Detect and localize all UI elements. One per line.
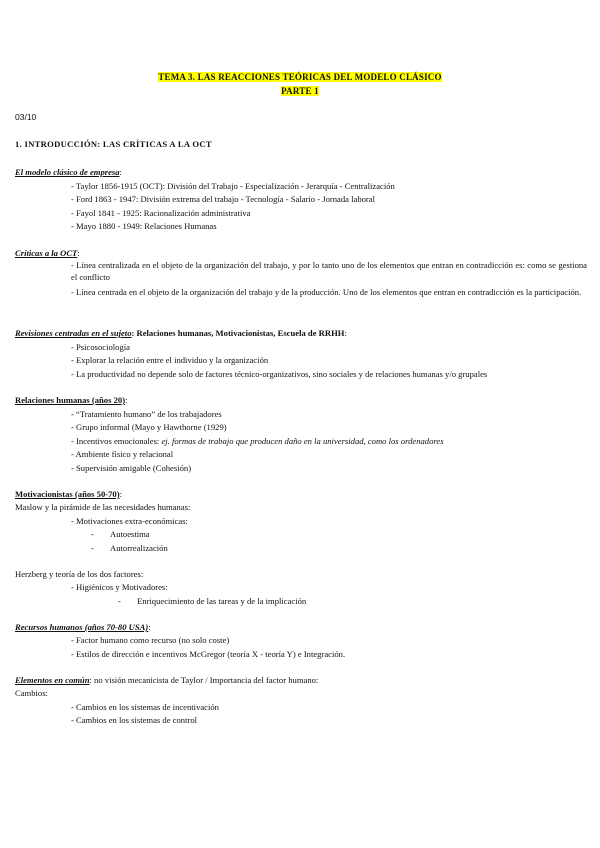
list-item: - Incentivos emocionales: ej. formas de trabajo que producen daño en la universidad, como los ordenadores bbox=[71, 436, 444, 446]
list-item: - Fayol 1841 - 1925: Racionalización administrativa bbox=[71, 208, 251, 218]
list-item: - Ford 1863 - 1947: División extrema del trabajo - Tecnología - Salario - Jornada laboral bbox=[71, 194, 375, 204]
list-item: - La productividad no depende solo de factores técnico-organizativos, sino sociales y de relaciones humanas y/o grupales bbox=[71, 369, 488, 379]
list-item: - Factor humano como recurso (no solo coste) bbox=[71, 635, 230, 645]
sub-list-item: Enriquecimiento de las tareas y de la implicación bbox=[137, 596, 307, 606]
criticas-paragraph-2: - Línea centrada en el objeto de la organización del trabajo y de la producción. Uno de los elementos que entran en contradicción es la participación. bbox=[71, 287, 582, 297]
title-line-1: TEMA 3. LAS REACCIONES TEÓRICAS DEL MODELO CLÁSICO bbox=[158, 72, 442, 82]
list-item: - Mayo 1880 - 1949: Relaciones Humanas bbox=[71, 221, 217, 231]
list-item: - Supervisión amigable (Cohesión) bbox=[71, 463, 192, 473]
sub-list-bullet: - bbox=[91, 529, 94, 539]
sub-list-bullet: - bbox=[91, 543, 94, 553]
list-item: - Grupo informal (Mayo y Hawthorne (1929) bbox=[71, 422, 227, 432]
document-title bbox=[0, 70, 600, 98]
list-item: - Cambios en los sistemas de control bbox=[71, 715, 198, 725]
revisiones-heading: Revisiones centradas en el sujeto: Relaciones humanas, Motivacionistas, Escuela de RRHH: bbox=[15, 328, 347, 338]
list-item: - Motivaciones extra-económicas: bbox=[71, 516, 188, 526]
criticas-paragraph-1: - Línea centralizada en el objeto de la organización del trabajo, y por lo tanto uno de los elementos que entran en contradicción es: como se gestiona el conflicto bbox=[71, 260, 587, 282]
list-item: - Explorar la relación entre el individuo y la organización bbox=[71, 355, 269, 365]
list-item: - Taylor 1856-1915 (OCT): División del Trabajo - Especialización - Jerarquía - Centralización bbox=[71, 181, 395, 191]
section-heading: 1. INTRODUCCIÓN: LAS CRÍTICAS A LA OCT bbox=[15, 139, 212, 149]
criticas-heading: Críticas a la OCT: bbox=[15, 248, 80, 258]
list-item: - Estilos de dirección e incentivos McGregor (teoría X - teoría Y) e Integración. bbox=[71, 649, 346, 659]
list-item: - Higiénicos y Motivadores: bbox=[71, 582, 168, 592]
motivacionistas-heading: Motivacionistas (años 50-70): bbox=[15, 489, 122, 499]
elementos-heading: Elementos en común: no visión mecanicista de Taylor / Importancia del factor humano: bbox=[15, 675, 319, 685]
list-item: - Ambiente físico y relacional bbox=[71, 449, 174, 459]
date-label: 03/10 bbox=[15, 112, 37, 122]
list-item: - “Tratamiento humano” de los trabajadores bbox=[71, 409, 222, 419]
recursos-heading: Recursos humanos (años 70-80 USA): bbox=[15, 622, 151, 632]
list-item: - Cambios en los sistemas de incentivación bbox=[71, 702, 219, 712]
title-line-2: PARTE 1 bbox=[281, 86, 319, 96]
modelo-heading: El modelo clásico de empresa: bbox=[15, 167, 122, 177]
sub-list-bullet: - bbox=[118, 596, 121, 606]
relaciones-heading: Relaciones humanas (años 20): bbox=[15, 395, 128, 405]
herzberg-line: Herzberg y teoría de los dos factores: bbox=[15, 569, 144, 579]
cambios-label: Cambios: bbox=[15, 688, 48, 698]
list-item: - Psicosociología bbox=[71, 342, 130, 352]
sub-list-item: Autoestima bbox=[110, 529, 150, 539]
maslow-line: Maslow y la pirámide de las necesidades humanas: bbox=[15, 502, 191, 512]
sub-list-item: Autorrealización bbox=[110, 543, 168, 553]
